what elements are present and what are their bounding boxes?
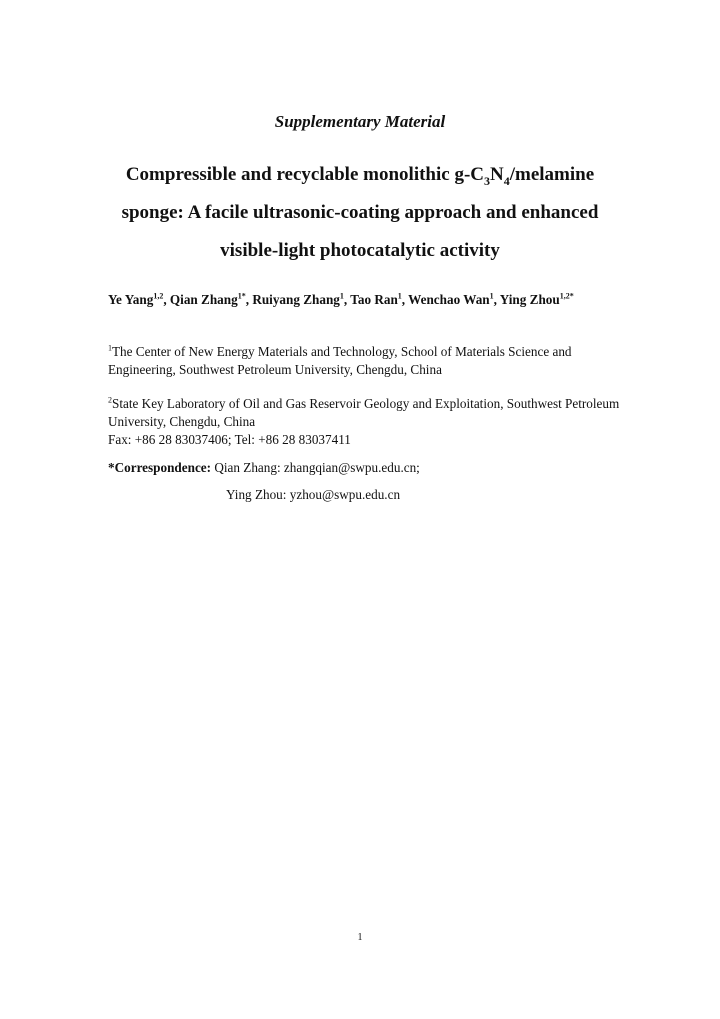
paper-title-line-3: visible-light photocatalytic activity [220, 240, 500, 261]
supplementary-label: Supplementary Material [274, 112, 446, 131]
affiliation-2: $^2$State Key Laboratory of Oil and Gas Reservoir Geology and Exploitation, Southwest Petroleum University, Chengdu, China Fax: +86 28 83037406; Tel: +86 28 83037411 [108, 395, 620, 447]
author-list [108, 290, 618, 309]
author: Ye Yang$^{1,2}$, [108, 291, 170, 307]
correspondence [108, 459, 420, 477]
paper-title-line-2: sponge: A facile ultrasonic-coating approach and enhanced [121, 202, 599, 223]
correspondence-label: *Correspondence: [108, 460, 212, 475]
affiliation-1: $^1$The Center of New Energy Materials and Technology, School of Materials Science and Engineering, Southwest Petroleum University, Chengdu, China [108, 343, 572, 377]
paper-title-line-1: Compressible and recyclable monolithic $g-C_3N_4$/melamine [125, 164, 595, 188]
fax-tel: Fax: +86 28 83037406; Tel: +86 28 83037411 [108, 432, 351, 447]
correspondence-email-1[interactable]: Qian Zhang: zhangqian@swpu.edu.cn; [214, 460, 420, 475]
author: Wenchao Wan$^1$, [408, 291, 500, 307]
author: Tao Ran$^1$, [350, 291, 409, 307]
author: Qian Zhang$^{1*}$, [169, 291, 253, 307]
correspondence-email-2[interactable]: Ying Zhou: yzhou@swpu.edu.cn [226, 487, 401, 502]
author: Ying Zhou$^{1,2*}$ [499, 291, 574, 307]
page-number: 1 [357, 932, 363, 943]
author: Ruiyang Zhang$^1$, [252, 291, 351, 307]
